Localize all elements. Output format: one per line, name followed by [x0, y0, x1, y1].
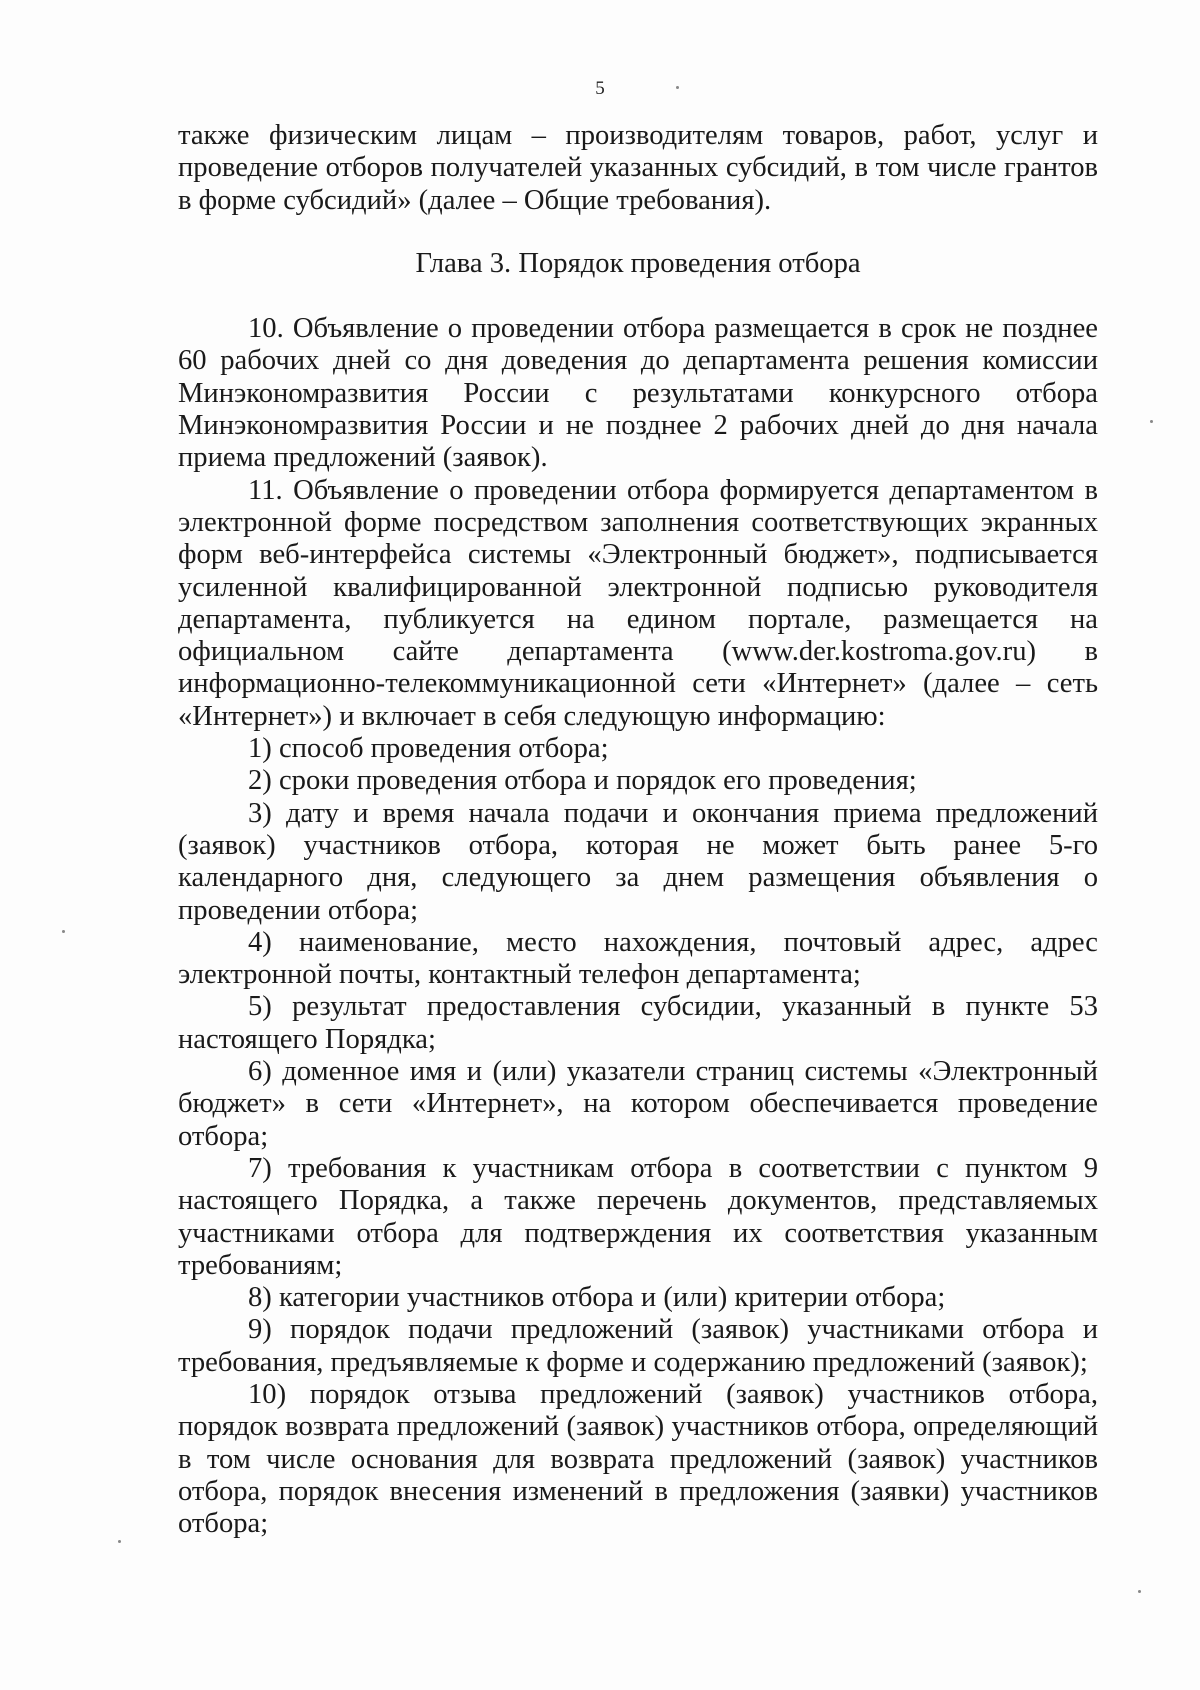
scan-speck: [1138, 1590, 1141, 1593]
scan-speck: [62, 930, 65, 933]
list-item-3: 3) дату и время начала подачи и окончания приема предложений (заявок) участников отбора, которая не может быть ранее 5-го календарного дня, следующего за днем размещения объявления о проведении отбора;: [178, 797, 1098, 926]
chapter-heading: Глава 3. Порядок проведения отбора: [415, 247, 861, 279]
document-body: [178, 120, 1098, 1540]
list-item-10: 10) порядок отзыва предложений (заявок) участников отбора, порядок возврата предложений (заявок) участников отбора, определяющий в том числе основания для возврата предложений (заявок) участников отбора, порядок внесения изменений в предложения (заявки) участников отбора;: [178, 1378, 1098, 1540]
list-item-5: 5) результат предоставления субсидии, указанный в пункте 53 настоящего Порядка;: [178, 991, 1098, 1055]
list-item-9: 9) порядок подачи предложений (заявок) участниками отбора и требования, предъявляемые к форме и содержанию предложений (заявок);: [178, 1314, 1098, 1378]
page-number: 5: [595, 78, 605, 99]
list-item-2: 2) сроки проведения отбора и порядок его проведения;: [248, 765, 917, 797]
paragraph-11: 11. Объявление о проведении отбора формируется департаментом в электронной форме посредством заполнения соответствующих экранных форм веб-интерфейса системы «Электронный бюджет», подписывается усиленной квалифицированной электронной подписью руководителя департамента, публикуется на едином портале, размещается на официальном сайте департамента (www.der.kostroma.gov.ru) в информационно-телекоммуникационной сети «Интернет» (далее – сеть «Интернет») и включает в себя следующую информацию:: [178, 474, 1098, 732]
list-item-7: 7) требования к участникам отбора в соответствии с пунктом 9 настоящего Порядка, а также перечень документов, представляемых участниками отбора для подтверждения их соответствия указанным требованиям;: [178, 1152, 1098, 1281]
list-item-4: 4) наименование, место нахождения, почтовый адрес, адрес электронной почты, контактный телефон департамента;: [178, 926, 1098, 991]
list-item-8: 8) категории участников отбора и (или) критерии отбора;: [248, 1282, 946, 1314]
intro-paragraph: также физическим лицам – производителям товаров, работ, услуг и проведение отборов получателей указанных субсидий, в том числе грантов в форме субсидий» (далее – Общие требования).: [178, 120, 1098, 216]
list-item-6: 6) доменное имя и (или) указатели страниц системы «Электронный бюджет» в сети «Интернет», на котором обеспечивается проведение отбора;: [178, 1056, 1098, 1152]
paragraph-10: 10. Объявление о проведении отбора размещается в срок не позднее 60 рабочих дней со дня доведения до департамента решения комиссии Минэкономразвития России с результатами конкурсного отбора Минэкономразвития России и не позднее 2 рабочих дней до дня начала приема предложений (заявок).: [178, 313, 1098, 474]
scan-speck: [118, 1540, 121, 1543]
scan-speck: [1150, 420, 1153, 423]
scan-speck: [676, 86, 679, 89]
list-item-1: 1) способ проведения отбора;: [248, 733, 609, 765]
